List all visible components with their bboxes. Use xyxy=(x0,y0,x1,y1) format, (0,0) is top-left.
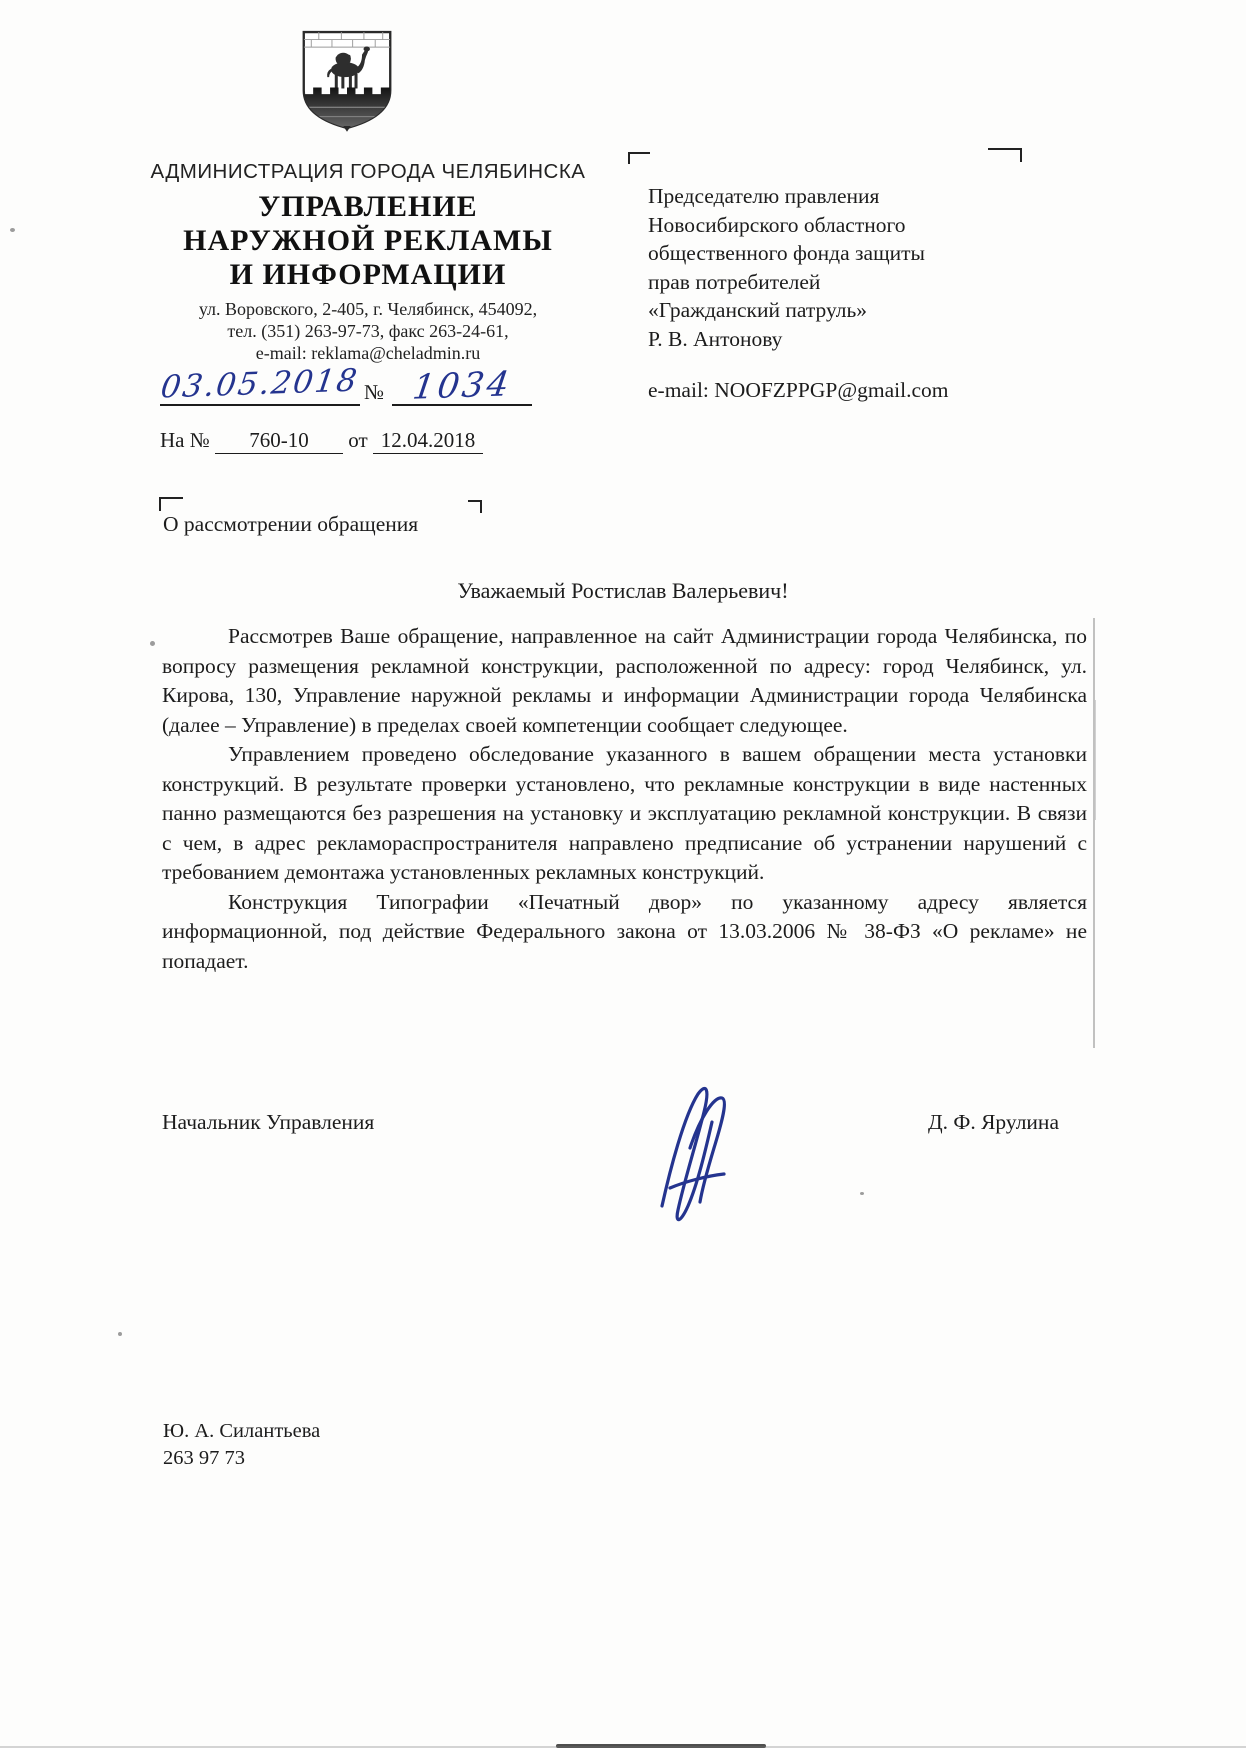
letter-body xyxy=(162,622,1087,976)
outgoing-number-field xyxy=(392,366,532,406)
scan-speck xyxy=(10,228,15,232)
salutation: Уважаемый Ростислав Валерьевич! xyxy=(457,578,789,603)
recipient-email: e-mail: NOOFZPPGP@gmail.com xyxy=(648,378,949,402)
reply-prefix: На № xyxy=(160,428,210,452)
executor-phone: 263 97 73 xyxy=(163,1447,245,1469)
reply-date: 12.04.2018 xyxy=(373,428,483,454)
chelyabinsk-coat-of-arms xyxy=(300,28,394,132)
org-address: ул. Воровского, 2-405, г. Челябинск, 454092, xyxy=(198,299,538,319)
signer-name: Д. Ф. Ярулина xyxy=(927,1110,1059,1134)
corner-mark-recipient-left xyxy=(628,152,650,164)
outgoing-ref-row xyxy=(158,362,620,410)
handwritten-date: 03.05.2018 xyxy=(158,362,362,406)
scan-speck xyxy=(150,641,155,646)
scan-speck xyxy=(118,1332,122,1336)
executor-name: Ю. А. Силантьева xyxy=(163,1420,321,1442)
org-phone-fax: тел. (351) 263-97-73, факс 263-24-61, xyxy=(227,321,509,341)
recipient-line: прав потребителей xyxy=(648,269,821,294)
recipient-line: Новосибирского областного xyxy=(648,212,906,237)
executor-block xyxy=(163,1418,320,1472)
recipient-line: Председателю правления xyxy=(648,184,880,208)
corner-mark-subject-left xyxy=(159,497,183,511)
number-sign: № xyxy=(364,380,385,404)
org-name-line2: НАРУЖНОЙ РЕКЛАМЫ xyxy=(183,224,553,257)
subject-line: О рассмотрении обращения xyxy=(163,512,419,536)
corner-mark-subject-right xyxy=(468,500,482,513)
org-name-line1: УПРАВЛЕНИЕ xyxy=(258,190,478,223)
body-paragraph-3: Конструкция Типографии «Печатный двор» по указанному адресу является информационной, под действие Федерального закона от 13.03.2006 № 38-ФЗ «О рекламе» не попадает. xyxy=(162,889,1087,973)
scan-speck xyxy=(860,1192,864,1195)
org-parent-name: АДМИНИСТРАЦИЯ ГОРОДА ЧЕЛЯБИНСКА xyxy=(150,160,586,183)
org-name-line3: И ИНФОРМАЦИИ xyxy=(229,258,507,291)
letterhead xyxy=(118,160,618,364)
scan-artifact-line-2 xyxy=(1095,700,1096,820)
reply-ref-row xyxy=(160,428,483,454)
camel-shield-icon xyxy=(300,28,394,132)
outgoing-date-field xyxy=(158,362,362,406)
recipient-name: Р. В. Антонову xyxy=(648,326,783,351)
scan-artifact-line xyxy=(1093,618,1095,1048)
org-email: e-mail: reklama@cheladmin.ru xyxy=(255,343,481,363)
body-paragraph-2: Управлением проведено обследование указанного в вашем обращении места установки конструкций. В результате проверки установлено, что рекламные конструкции в виде настенных панно размещаются без разрешения на установку и эксплуатацию рекламной конструкции. В связи с чем, в адрес рекламораспространителя направлено предписание об устранении нарушений с требованием демонтажа установленных рекламных конструкций. xyxy=(162,742,1087,884)
handwritten-number: 1034 xyxy=(409,364,515,408)
signer-position: Начальник Управления xyxy=(162,1110,375,1134)
recipient-line: общественного фонда защиты xyxy=(648,241,925,265)
reply-ot: от xyxy=(348,428,368,452)
reply-number: 760-10 xyxy=(215,428,343,454)
recipient-block xyxy=(648,182,1028,353)
handwritten-signature xyxy=(640,1078,760,1228)
recipient-line: «Гражданский патруль» xyxy=(648,298,868,322)
body-paragraph-1: Рассмотрев Ваше обращение, направленное на сайт Администрации города Челябинска, по вопросу размещения рекламной конструкции, расположенной по адресу: город Челябинск, ул. Кирова, 130, Управление наружной рекламы и информации Администрации города Челябинска (далее – Управление) в пределах своей компетенции сообщает следующее. xyxy=(162,624,1087,737)
corner-mark-recipient-right xyxy=(988,148,1022,162)
